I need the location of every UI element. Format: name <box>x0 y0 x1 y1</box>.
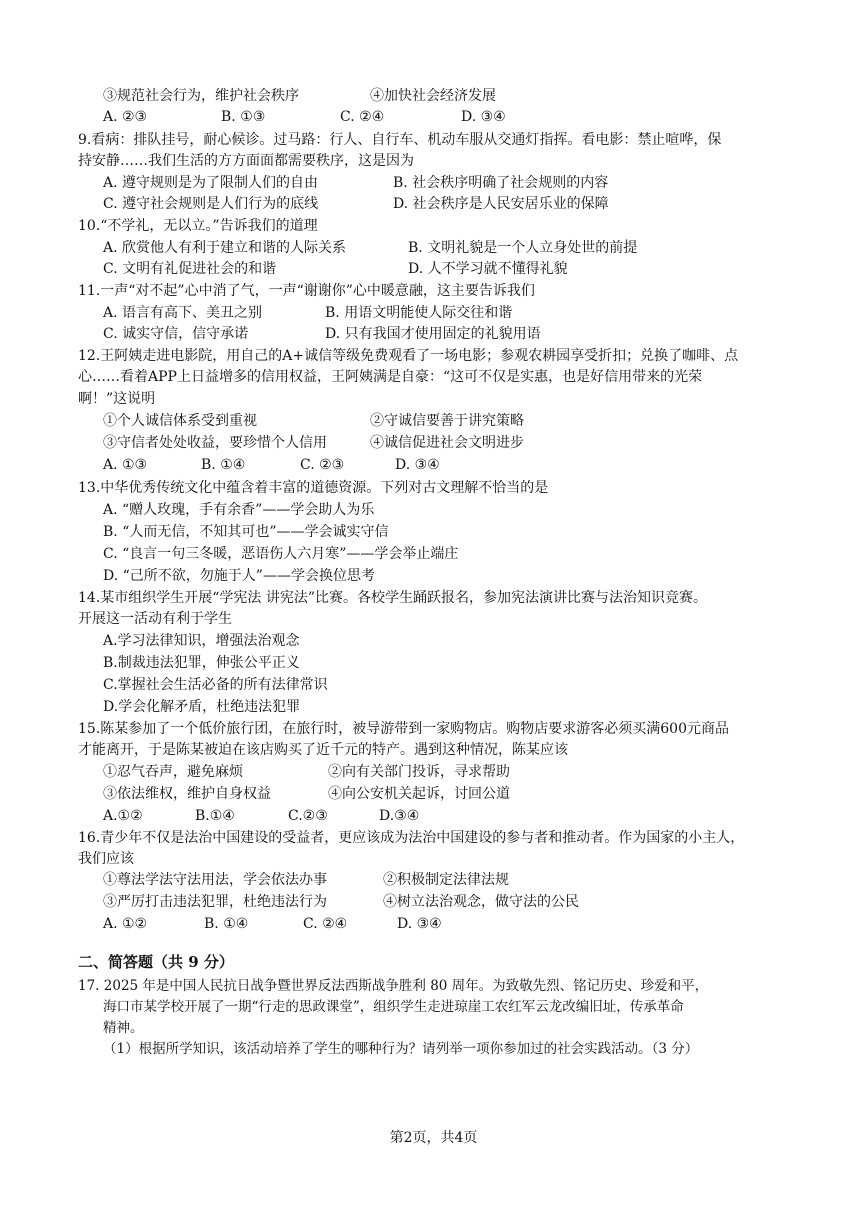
q9-option-b: B. 社会秩序明确了社会规则的内容 <box>393 175 609 191</box>
q16-statement-3: ③严厉打击违法犯罪，杜绝违法行为 <box>103 894 327 910</box>
q9-option-d: D. 社会秩序是人民安居乐业的保障 <box>393 196 609 212</box>
q12-statement-3: ③守信者处处收益，要珍惜个人信用 <box>103 435 327 451</box>
question-16-stem: 16.青少年不仅是法治中国建设的受益者，更应该成为法治中国建设的参与者和推动者。作为国家的小主人， <box>78 830 745 846</box>
statement-3: ③规范社会行为，维护社会秩序 <box>103 88 299 104</box>
page-number: 第2页，共4页 <box>389 1130 478 1146</box>
q13-option-a: A. “赠人玫瑰，手有余香”——学会助人为乐 <box>103 502 375 518</box>
q9-option-c: C. 遵守社会规则是人们行为的底线 <box>103 196 319 212</box>
q13-option-b: B. “人而无信，不知其可也”——学会诚实守信 <box>103 524 389 540</box>
question-16-stem-cont: 我们应该 <box>78 851 134 867</box>
option-a: A. ②③ <box>103 109 148 125</box>
q10-option-a: A. 欣赏他人有利于建立和谐的人际关系 <box>103 240 347 256</box>
q11-option-b: B. 用语文明能使人际交往和谐 <box>325 305 513 321</box>
q16-statement-1: ①尊法学法守法用法，学会依法办事 <box>103 872 327 888</box>
q10-option-d: D. 人不学习就不懂得礼貌 <box>408 261 568 277</box>
option-c: C. ②④ <box>340 109 385 125</box>
question-15-stem: 15.陈某参加了一个低价旅行团，在旅行时，被导游带到一家购物店。购物店要求游客必须买满600元商品 <box>78 721 729 737</box>
q11-option-a: A. 语言有高下、美丑之别 <box>103 305 263 321</box>
question-12-stem-end: 啊！”这说明 <box>78 391 156 407</box>
question-9-stem-cont: 持安静……我们生活的方方面面都需要秩序，这是因为 <box>78 153 414 169</box>
question-17-stem: 17. 2025 年是中国人民抗日战争暨世界反法西斯战争胜利 80 周年。为致敬先烈、铭记历史、珍爱和平， <box>78 978 709 994</box>
q16-option-a: A. ①② <box>103 916 148 932</box>
q15-statement-1: ①忍气吞声，避免麻烦 <box>103 764 243 780</box>
q14-option-a: A.学习法律知识，增强法治观念 <box>103 633 300 649</box>
q13-option-c: C. “良言一句三冬暖，恶语伤人六月寒”——学会举止端庄 <box>103 546 459 562</box>
question-15-stem-cont: 才能离开，于是陈某被迫在该店购买了近千元的特产。遇到这种情况，陈某应该 <box>78 742 568 758</box>
q16-option-c: C. ②④ <box>303 916 348 932</box>
q12-option-b: B. ①④ <box>201 457 246 473</box>
question-13-stem: 13.中华优秀传统文化中蕴含着丰富的道德资源。下列对古文理解不恰当的是 <box>78 480 549 496</box>
question-14-stem: 14.某市组织学生开展“学宪法 讲宪法”比赛。各校学生踊跃报名，参加宪法演讲比赛与法治知识竞赛。 <box>78 590 708 606</box>
question-11-stem: 11.一声“对不起”心中消了气，一声“谢谢你”心中暖意融，这主要告诉我们 <box>78 283 535 299</box>
question-17-stem-cont: 海口市某学校开展了一期“行走的思政课堂”，组织学生走进琼崖工农红军云龙改编旧址，传承革命 <box>103 999 684 1015</box>
q15-statement-3: ③依法维权，维护自身权益 <box>103 786 271 802</box>
q16-option-d: D. ③④ <box>397 916 442 932</box>
q12-option-c: C. ②③ <box>300 457 345 473</box>
q15-option-a: A.①② <box>103 808 143 824</box>
q15-option-c: C.②③ <box>288 808 328 824</box>
q9-option-a: A. 遵守规则是为了限制人们的自由 <box>103 175 319 191</box>
section-2-title: 二、简答题（共 9 分） <box>78 953 234 971</box>
q13-option-d: D. “己所不欲，勿施于人”——学会换位思考 <box>103 568 375 584</box>
q15-option-b: B.①④ <box>195 808 235 824</box>
q15-statement-4: ④向公安机关起诉，讨回公道 <box>328 786 510 802</box>
q12-statement-4: ④诚信促进社会文明进步 <box>370 435 524 451</box>
q14-option-c: C.掌握社会生活必备的所有法律常识 <box>103 677 328 693</box>
question-12-stem-cont: 心……看着APP上日益增多的信用权益，王阿姨满是自豪：“这可不仅是实惠，也是好信用带来的光荣 <box>78 369 703 385</box>
q12-statement-2: ②守诚信要善于讲究策略 <box>370 413 524 429</box>
q14-option-b: B.制裁违法犯罪，伸张公平正义 <box>103 655 300 671</box>
q11-option-d: D. 只有我国才使用固定的礼貌用语 <box>325 326 541 342</box>
q12-option-d: D. ③④ <box>395 457 440 473</box>
q10-option-c: C. 文明有礼促进社会的和谐 <box>103 261 277 277</box>
question-12-stem: 12.王阿姨走进电影院，用自己的A+诚信等级免费观看了一场电影；参观农耕园享受折扣；兑换了咖啡、点 <box>78 348 739 364</box>
option-d: D. ③④ <box>461 109 506 125</box>
q15-statement-2: ②向有关部门投诉，寻求帮助 <box>328 764 510 780</box>
q12-statement-1: ①个人诚信体系受到重视 <box>103 413 257 429</box>
q16-option-b: B. ①④ <box>204 916 249 932</box>
question-17-stem-end: 精神。 <box>103 1020 144 1036</box>
q10-option-b: B. 文明礼貌是一个人立身处世的前提 <box>408 240 638 256</box>
option-b: B. ①③ <box>221 109 266 125</box>
q12-option-a: A. ①③ <box>103 457 148 473</box>
question-14-stem-cont: 开展这一活动有利于学生 <box>78 611 232 627</box>
q14-option-d: D.学会化解矛盾，杜绝违法犯罪 <box>103 699 301 715</box>
statement-4: ④加快社会经济发展 <box>370 88 496 104</box>
question-10-stem: 10.“不学礼，无以立。”告诉我们的道理 <box>78 218 318 234</box>
question-9-stem: 9.看病：排队挂号，耐心候诊。过马路：行人、自行车、机动车服从交通灯指挥。看电影：禁止喧哗，保 <box>78 132 722 148</box>
q16-statement-4: ④树立法治观念，做守法的公民 <box>383 894 579 910</box>
q11-option-c: C. 诚实守信，信守承诺 <box>103 326 249 342</box>
q15-option-d: D.③④ <box>379 808 420 824</box>
question-17-sub-1: （1）根据所学知识，该活动培养了学生的哪种行为？请列举一项你参加过的社会实践活动。（3 分） <box>103 1041 699 1057</box>
q16-statement-2: ②积极制定法律法规 <box>383 872 509 888</box>
